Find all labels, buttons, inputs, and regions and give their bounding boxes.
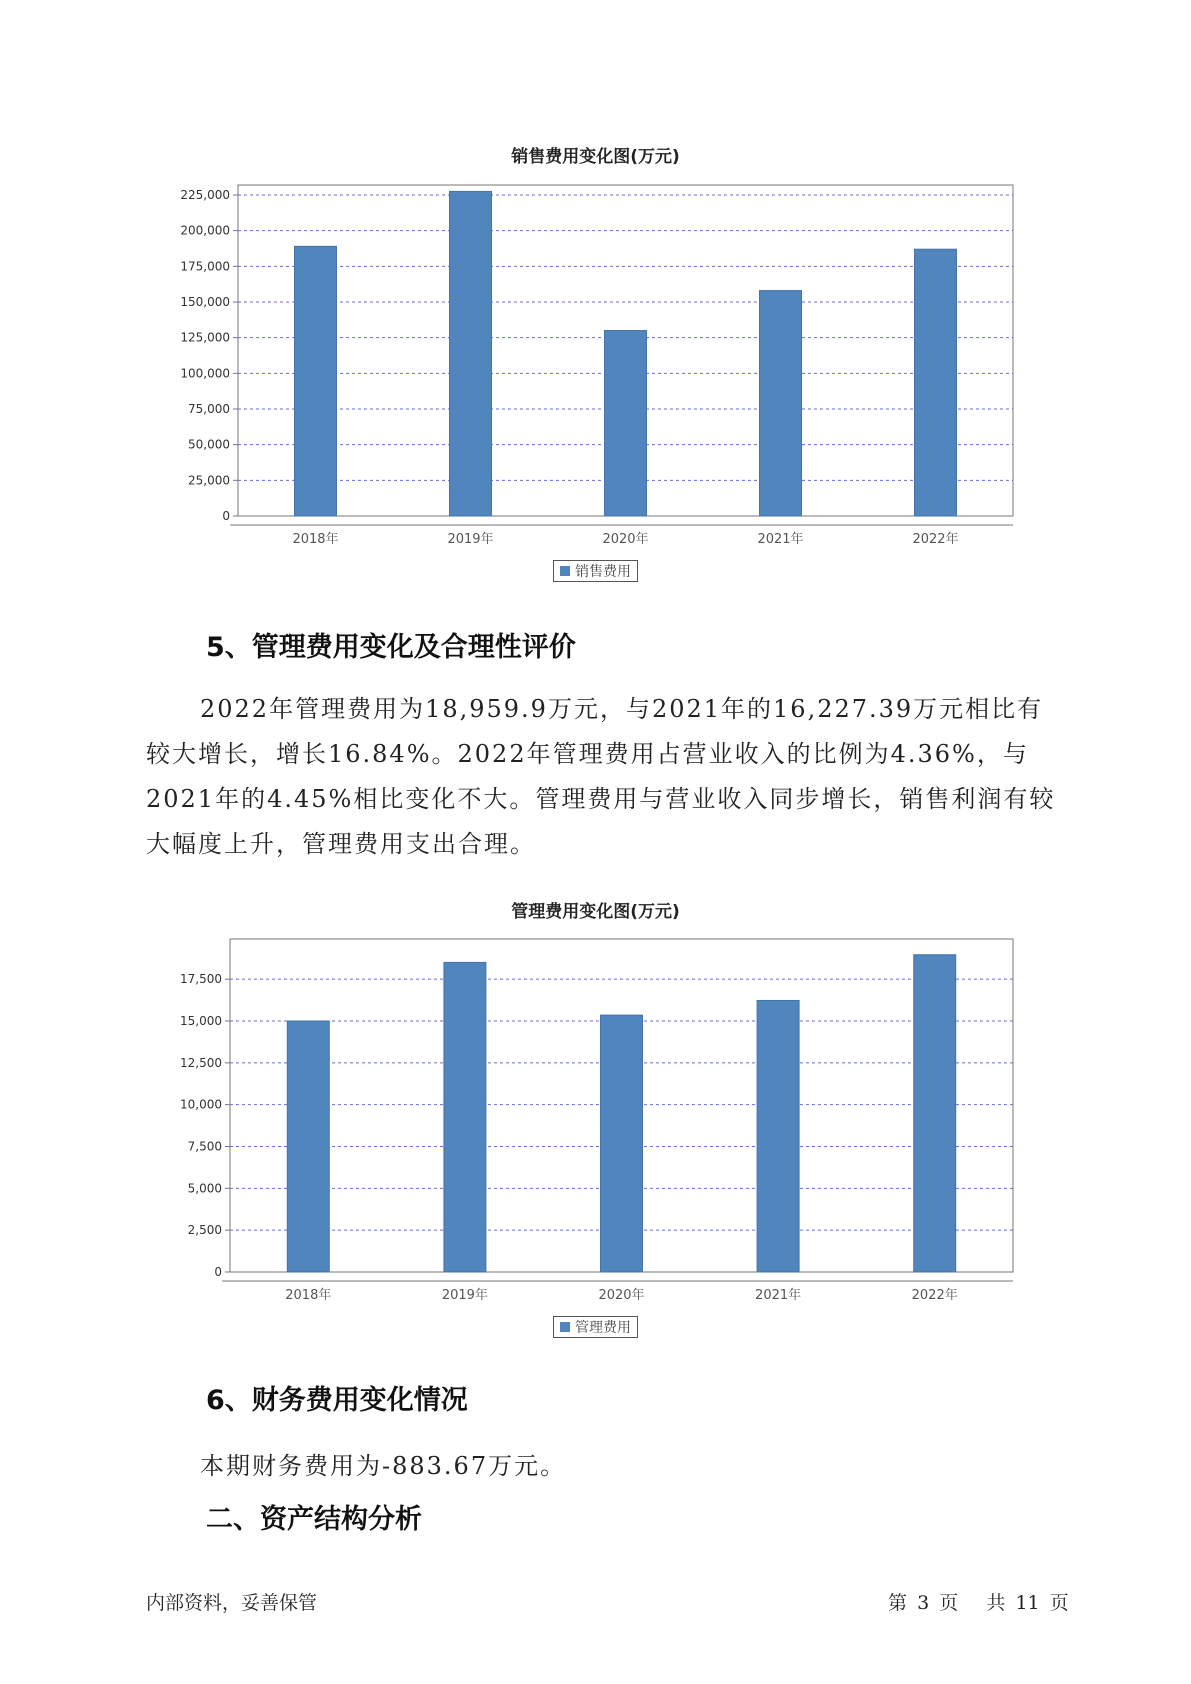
y-tick-label: 5,000 [187,1181,222,1196]
footer-page-unit: 页 [939,1592,959,1614]
x-tick-label: 2022年 [911,1288,958,1303]
section6-paragraph: 本期财务费用为-883.67万元。 [200,1452,567,1480]
x-tick-label: 2020年 [598,1288,645,1303]
y-tick-label: 125,000 [180,330,230,345]
y-tick-label: 25,000 [188,473,230,488]
x-tick-label: 2022年 [912,532,959,547]
section6-heading: 6、财务费用变化情况 [206,1385,468,1416]
chart2-legend [553,1316,638,1338]
y-tick-label: 2,500 [187,1223,222,1238]
y-tick-label: 15,000 [180,1013,222,1028]
footer-total-num: 11 [1015,1592,1040,1614]
section-two-heading: 二、资产结构分析 [206,1504,422,1535]
chart2-legend-label: 管理费用 [575,1320,631,1336]
bar [914,955,956,1272]
y-tick-label: 0 [214,1265,222,1279]
legend-swatch-icon [560,1322,570,1332]
y-tick-label: 7,500 [187,1139,222,1154]
y-tick-label: 10,000 [180,1097,222,1112]
y-tick-label: 12,500 [180,1055,222,1070]
bar [757,1000,799,1272]
x-tick-label: 2021年 [755,1288,802,1303]
footer-page-number [886,1588,1071,1615]
y-tick-label: 50,000 [188,437,230,452]
y-tick-label: 200,000 [180,223,230,238]
footer-page-prefix: 第 [888,1592,908,1614]
x-tick-label: 2021年 [757,532,804,547]
chart2-title: 管理费用变化图(万元) [511,902,680,922]
bar [601,1015,643,1272]
y-tick-label: 175,000 [180,259,230,274]
bar [287,1021,329,1272]
y-tick-label: 0 [222,509,230,523]
section5-heading: 5、管理费用变化及合理性评价 [206,632,576,663]
x-tick-label: 2018年 [285,1288,332,1303]
x-tick-label: 2018年 [292,532,339,547]
y-tick-label: 100,000 [180,366,230,381]
section5-paragraph: 2022年管理费用为18,959.9万元，与2021年的16,227.39万元相比有较大增长，增长16.84%。2022年管理费用占营业收入的比例为4.36%，与2021年的4.45%相比变化不大。管理费用与营业收入同步增长，销售利润有较大幅度上升，管理费用支出合理。 [146,695,1056,858]
footer-left: 内部资料，妥善保管 [146,1592,318,1614]
x-tick-label: 2019年 [447,532,494,547]
bar [444,962,486,1272]
footer-page-num: 3 [917,1592,930,1614]
y-tick-label: 75,000 [188,401,230,416]
chart1-legend-label: 销售费用 [575,564,631,580]
footer-total-unit: 页 [1049,1592,1069,1614]
chart1-title: 销售费用变化图(万元) [511,147,680,167]
x-tick-label: 2019年 [441,1288,488,1303]
y-tick-label: 17,500 [180,972,222,987]
footer-total-prefix: 共 [986,1592,1006,1614]
x-tick-label: 2020年 [602,532,649,547]
y-tick-label: 225,000 [180,187,230,202]
y-tick-label: 150,000 [180,294,230,309]
